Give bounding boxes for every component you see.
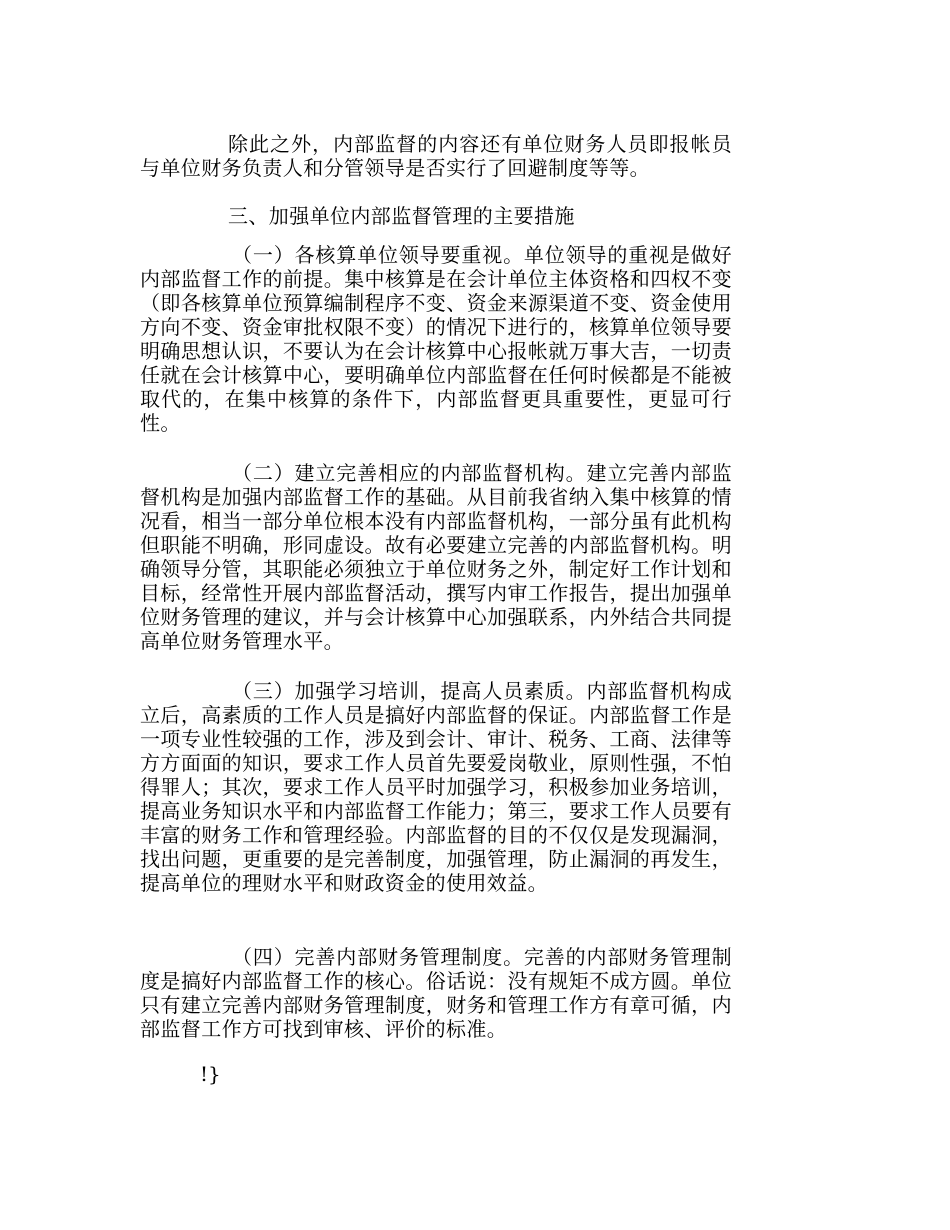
paragraph-1: （一）各核算单位领导要重视。单位领导的重视是做好内部监督工作的前提。集中核算是在会计单位主体资格和四权不变（即各核算单位预算编制程序不变、资金来源渠道不变、资金使用方向不变、资金审批权限不变）的情况下进行的，核算单位领导要明确思想认识，不要认为在会计核算中心报帐就万事大吉，一切责任就在会计核算中心，要明确单位内部监督在任何时候都是不能被取代的，在集中核算的条件下，内部监督更具重要性，更显可行性。 — [140, 243, 732, 435]
paragraph-intro: 除此之外，内部监督的内容还有单位财务人员即报帐员与单位财务负责人和分管领导是否实行了回避制度等等。 — [140, 132, 732, 180]
paragraph-4: （四）完善内部财务管理制度。完善的内部财务管理制度是搞好内部监督工作的核心。俗话说：没有规矩不成方圆。单位只有建立完善内部财务管理制度，财务和管理工作方有章可循，内部监督工作方可找到审核、评价的标准。 — [140, 945, 732, 1041]
section-heading: 三、加强单位内部监督管理的主要措施 — [228, 204, 575, 228]
trailing-mark: !} — [200, 1062, 221, 1086]
paragraph-3: （三）加强学习培训，提高人员素质。内部监督机构成立后，高素质的工作人员是搞好内部监督的保证。内部监督工作是一项专业性较强的工作，涉及到会计、审计、税务、工商、法律等方方面面的知识，要求工作人员首先要爱岗敬业，原则性强，不怕得罪人；其次，要求工作人员平时加强学习，积极参加业务培训，提高业务知识水平和内部监督工作能力；第三，要求工作人员要有丰富的财务工作和管理经验。内部监督的目的不仅仅是发现漏洞，找出问题，更重要的是完善制度，加强管理，防止漏洞的再发生，提高单位的理财水平和财政资金的使用效益。 — [140, 679, 732, 895]
paragraph-2: （二）建立完善相应的内部监督机构。建立完善内部监督机构是加强内部监督工作的基础。从目前我省纳入集中核算的情况看，相当一部分单位根本没有内部监督机构，一部分虽有此机构但职能不明确，形同虚设。故有必要建立完善的内部监督机构。明确领导分管，其职能必须独立于单位财务之外，制定好工作计划和目标，经常性开展内部监督活动，撰写内审工作报告，提出加强单位财务管理的建议，并与会计核算中心加强联系，内外结合共同提高单位财务管理水平。 — [140, 461, 732, 653]
